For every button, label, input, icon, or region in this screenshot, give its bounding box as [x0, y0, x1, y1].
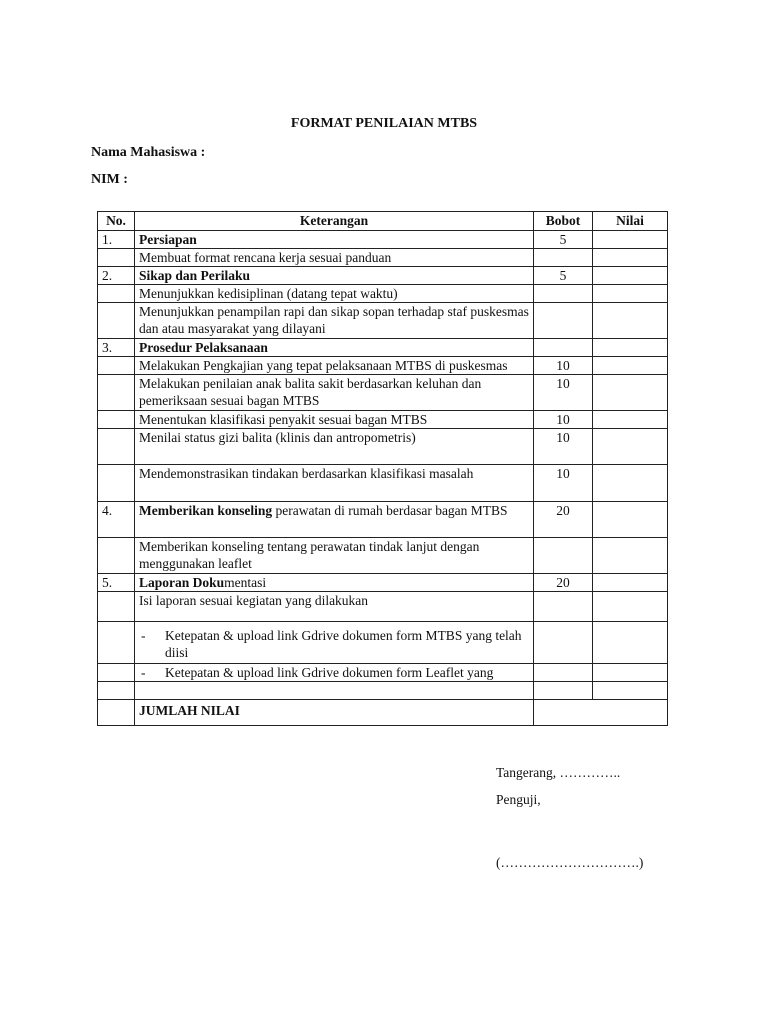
row-keterangan-bold: Sikap dan Perilaku — [139, 268, 251, 283]
row-nilai-cell[interactable] — [593, 574, 668, 592]
table-row — [98, 411, 668, 429]
row-keterangan-text: Ketepatan & upload link Gdrive dokumen form Leaflet yang — [165, 665, 494, 680]
row-bobot — [534, 339, 593, 357]
header-bobot: Bobot — [534, 212, 593, 231]
row-bobot — [534, 285, 593, 303]
row-keterangan-text: Melakukan penilaian anak balita sakit berdasarkan keluhan dan pemeriksaan sesuai bagan MTBS — [139, 376, 482, 408]
table-row — [98, 465, 668, 502]
table-row — [98, 502, 668, 538]
row-dash: - — [141, 628, 146, 643]
row-nilai-cell[interactable] — [593, 231, 668, 249]
header-nilai: Nilai — [593, 212, 668, 231]
row-keterangan — [135, 538, 534, 574]
row-keterangan — [135, 249, 534, 267]
table-row — [98, 682, 668, 700]
total-row — [98, 700, 668, 726]
table-header-row — [98, 212, 668, 231]
row-nilai-cell[interactable] — [593, 664, 668, 682]
row-bobot — [534, 664, 593, 682]
row-keterangan — [135, 502, 534, 538]
row-nilai-cell[interactable] — [593, 339, 668, 357]
row-no — [98, 375, 135, 411]
row-bobot: 20 — [534, 502, 593, 538]
row-no: 5. — [98, 574, 135, 592]
row-keterangan-text: perawatan di rumah berdasar bagan MTBS — [272, 503, 508, 518]
row-keterangan — [135, 429, 534, 465]
table-row — [98, 267, 668, 285]
nama-mahasiswa-label: Nama Mahasiswa : — [91, 145, 206, 160]
row-keterangan — [135, 411, 534, 429]
row-no: 3. — [98, 339, 135, 357]
header-keterangan: Keterangan — [135, 212, 534, 231]
row-bobot — [534, 249, 593, 267]
row-dash: - — [141, 665, 146, 680]
table-row — [98, 429, 668, 465]
table-row — [98, 664, 668, 682]
row-no: 4. — [98, 502, 135, 538]
row-keterangan — [135, 357, 534, 375]
row-nilai-cell[interactable] — [593, 357, 668, 375]
row-keterangan-text: Mendemonstrasikan tindakan berdasarkan klasifikasi masalah — [139, 466, 474, 481]
row-nilai-cell[interactable] — [593, 538, 668, 574]
row-no — [98, 592, 135, 622]
row-nilai-cell[interactable] — [593, 622, 668, 664]
row-keterangan — [135, 267, 534, 285]
row-no — [98, 465, 135, 502]
row-keterangan-text: Menunjukkan kedisiplinan (datang tepat waktu) — [139, 286, 398, 301]
row-nilai-cell[interactable] — [593, 267, 668, 285]
table-row — [98, 622, 668, 664]
row-keterangan — [135, 592, 534, 622]
row-keterangan — [135, 303, 534, 339]
table-row — [98, 231, 668, 249]
table-row — [98, 303, 668, 339]
header-no: No. — [98, 212, 135, 231]
row-keterangan-text: Membuat format rencana kerja sesuai panduan — [139, 250, 392, 265]
row-bobot — [534, 303, 593, 339]
row-nilai-cell[interactable] — [593, 465, 668, 502]
row-keterangan — [135, 664, 534, 682]
row-bobot: 10 — [534, 357, 593, 375]
row-bobot — [534, 682, 593, 700]
table-body — [98, 231, 668, 726]
row-bobot: 10 — [534, 429, 593, 465]
row-bobot — [534, 538, 593, 574]
row-no: 1. — [98, 231, 135, 249]
table-row — [98, 339, 668, 357]
nim-label: NIM : — [91, 172, 128, 187]
row-keterangan-text: mentasi — [224, 575, 267, 590]
row-no — [98, 664, 135, 682]
total-label: JUMLAH NILAI — [135, 700, 534, 726]
row-no — [98, 357, 135, 375]
row-keterangan-text: Menentukan klasifikasi penyakit sesuai bagan MTBS — [139, 412, 428, 427]
row-bobot — [534, 622, 593, 664]
row-nilai-cell[interactable] — [593, 411, 668, 429]
row-keterangan-text: Memberikan konseling tentang perawatan tindak lanjut dengan menggunakan leaflet — [139, 539, 480, 571]
row-bobot: 10 — [534, 411, 593, 429]
table-row — [98, 538, 668, 574]
table-row — [98, 285, 668, 303]
total-no-cell — [98, 700, 135, 726]
row-bobot: 5 — [534, 231, 593, 249]
row-nilai-cell[interactable] — [593, 592, 668, 622]
row-no — [98, 538, 135, 574]
row-no — [98, 622, 135, 664]
row-keterangan — [135, 339, 534, 357]
row-keterangan-bold: Laporan Doku — [139, 575, 225, 590]
row-keterangan-text: Melakukan Pengkajian yang tepat pelaksanaan MTBS di puskesmas — [139, 358, 508, 373]
row-keterangan — [135, 574, 534, 592]
row-no — [98, 303, 135, 339]
row-keterangan-text: Menunjukkan penampilan rapi dan sikap sopan terhadap staf puskesmas dan atau masyarakat yang dilayani — [139, 304, 529, 336]
row-nilai-cell[interactable] — [593, 285, 668, 303]
table-row — [98, 375, 668, 411]
row-bobot: 5 — [534, 267, 593, 285]
table-row — [98, 357, 668, 375]
row-no — [98, 429, 135, 465]
row-nilai-cell[interactable] — [593, 303, 668, 339]
row-bobot: 20 — [534, 574, 593, 592]
table-row — [98, 249, 668, 267]
row-no — [98, 682, 135, 700]
row-keterangan — [135, 465, 534, 502]
row-bobot: 10 — [534, 375, 593, 411]
total-value-cell[interactable] — [534, 700, 668, 726]
row-keterangan-bold: Memberikan konseling — [139, 503, 273, 518]
document-title: FORMAT PENILAIAN MTBS — [290, 116, 478, 131]
row-keterangan-text: Isi laporan sesuai kegiatan yang dilakukan — [139, 593, 369, 608]
row-nilai-cell[interactable] — [593, 249, 668, 267]
row-nilai-cell[interactable] — [593, 429, 668, 465]
row-keterangan — [135, 285, 534, 303]
signature-name-line: (………………………….) — [496, 855, 644, 870]
row-keterangan-bold: Persiapan — [139, 232, 197, 247]
signature-role: Penguji, — [496, 792, 541, 807]
row-bobot — [534, 592, 593, 622]
row-nilai-cell[interactable] — [593, 502, 668, 538]
row-no — [98, 411, 135, 429]
row-no — [98, 285, 135, 303]
row-keterangan-bold: Prosedur Pelaksanaan — [139, 340, 268, 355]
table-row — [98, 592, 668, 622]
table-row — [98, 574, 668, 592]
row-keterangan-text: Menilai status gizi balita (klinis dan antropometris) — [139, 430, 416, 445]
row-no: 2. — [98, 267, 135, 285]
row-keterangan — [135, 682, 534, 700]
signature-place: Tangerang, ………….. — [496, 765, 621, 780]
row-keterangan — [135, 622, 534, 664]
assessment-table — [97, 211, 668, 726]
row-keterangan-text: Ketepatan & upload link Gdrive dokumen form MTBS yang telah diisi — [165, 628, 522, 660]
row-keterangan — [135, 375, 534, 411]
row-nilai-cell[interactable] — [593, 375, 668, 411]
row-nilai-cell[interactable] — [593, 682, 668, 700]
row-bobot: 10 — [534, 465, 593, 502]
row-no — [98, 249, 135, 267]
row-keterangan — [135, 231, 534, 249]
